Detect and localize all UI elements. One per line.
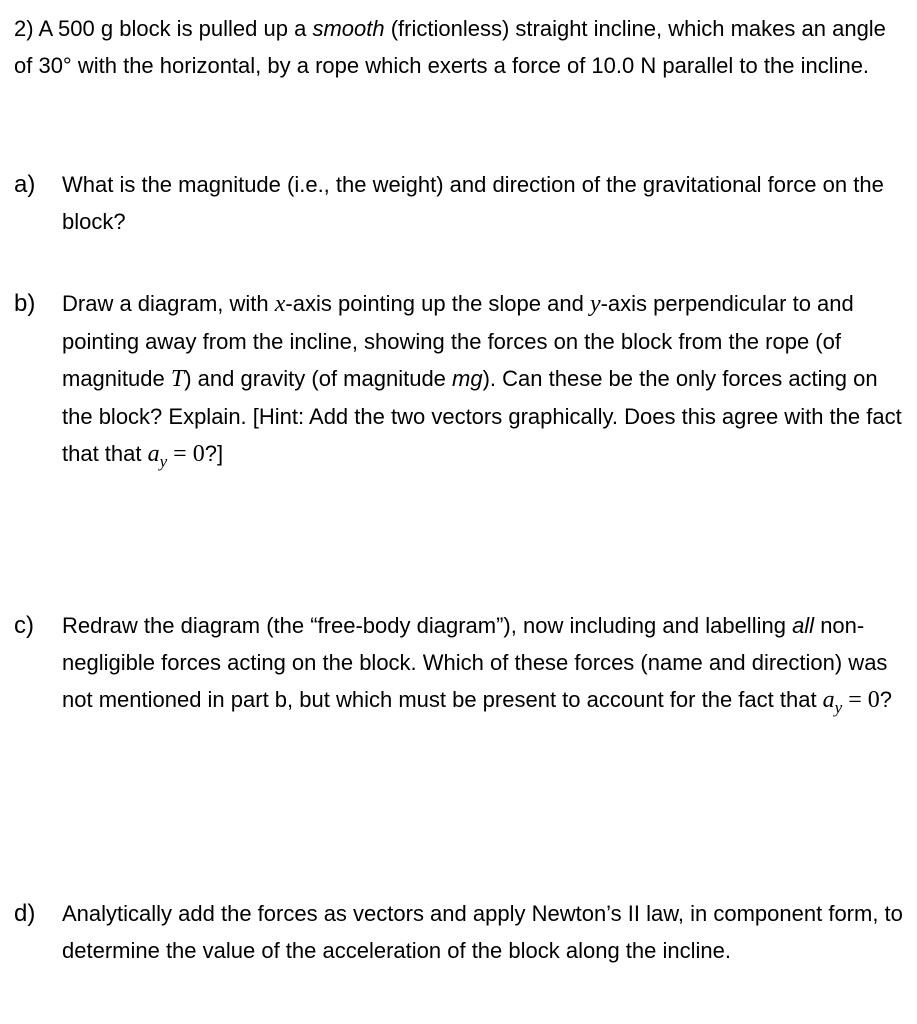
math-equals-zero: = 0: [842, 687, 880, 713]
part-c-text-2: non-negligible forces acting on the block. Which of these forces (name and direction) was not mentioned in part b, but which must be present to account for the fact that: [62, 613, 888, 712]
part-a: [14, 166, 904, 240]
intro-text-end: (frictionless) straight incline, which makes an angle of 30° with the horizontal, by a rope which exerts a force of 10.0 N parallel to the incline.: [14, 16, 886, 78]
part-b-text-1: Draw a diagram, with: [62, 291, 275, 316]
part-b-text-6: ?]: [204, 441, 224, 466]
intro-emphasis-smooth: smooth: [312, 16, 385, 41]
part-a-label: a): [14, 171, 36, 198]
math-equals-zero: = 0: [167, 441, 205, 467]
problem-number: 2): [14, 16, 34, 41]
part-b-text-5: ). Can these be the only forces acting on the block? Explain. [Hint: Add the two vectors graphically. Does this agree with the fact that that: [62, 366, 902, 466]
part-c-label: c): [14, 612, 34, 639]
math-a: a: [147, 441, 160, 467]
part-d: [14, 895, 904, 969]
math-subscript-y: y: [834, 698, 843, 717]
math-a: a: [822, 687, 835, 713]
part-b-text-4: ) and gravity (of magnitude: [184, 366, 453, 391]
part-c-text: [62, 607, 904, 720]
part-c: [14, 607, 904, 720]
part-c-text-3: ?: [879, 687, 893, 712]
math-x: x: [274, 291, 286, 317]
math-y: y: [589, 291, 601, 317]
part-d-text: Analytically add the forces as vectors and apply Newton’s II law, in component form, to determine the value of the acceleration of the block along the incline.: [62, 901, 903, 963]
part-b-text-3: -axis perpendicular to and pointing away from the incline, showing the forces on the block from the rope (of magnitude: [62, 291, 854, 391]
part-c-emphasis-all: all: [792, 613, 815, 638]
part-b-text: [62, 285, 904, 474]
math-subscript-y: y: [159, 452, 168, 471]
part-b-label: b): [14, 290, 36, 317]
part-c-text-1: Redraw the diagram (the “free-body diagram”), now including and labelling: [62, 613, 793, 638]
part-a-text: What is the magnitude (i.e., the weight) and direction of the gravitational force on the block?: [62, 172, 884, 234]
problem-intro: [14, 10, 909, 84]
part-d-label: d): [14, 900, 36, 927]
part-b: [14, 285, 904, 474]
math-mg: mg: [452, 366, 483, 391]
intro-text-start: A 500 g block is pulled up a: [38, 16, 313, 41]
math-T: T: [170, 366, 185, 392]
part-b-text-2: -axis pointing up the slope and: [285, 291, 590, 316]
